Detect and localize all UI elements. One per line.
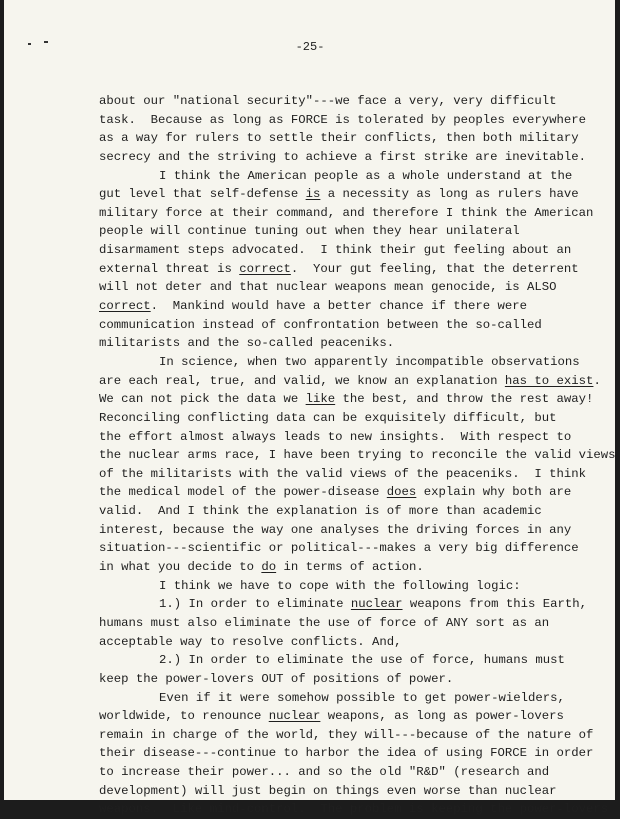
- text-line: 1.) In order to eliminate nuclear weapons from this Earth,: [159, 597, 588, 612]
- text-line: remain in charge of the world, they will---because of the nature of: [99, 727, 594, 742]
- underlined-word: nuclear: [350, 597, 403, 612]
- text-line: weapons. Like mind-control. The problem is keeping the power-lovers: [99, 802, 609, 817]
- text-line: valid. And I think the explanation is of more than academic: [99, 504, 542, 519]
- text-line: secrecy and the striving to achieve a first strike are inevitable.: [99, 149, 587, 164]
- underlined-word: does: [386, 485, 417, 500]
- text-line: to increase their power... and so the old "R&D" (research and: [99, 765, 550, 780]
- text-line: external threat is correct. Your gut feeling, that the deterrent: [99, 261, 579, 276]
- underlined-word: do: [261, 560, 277, 575]
- text-line: in what you decide to do in terms of action.: [99, 560, 424, 575]
- text-line: task. Because as long as FORCE is tolerated by peoples everywhere: [99, 112, 587, 127]
- text-line: people will continue tuning out when they hear unilateral: [99, 224, 520, 239]
- text-line: militarists and the so-called peaceniks.: [99, 336, 395, 351]
- text-line: military force at their command, and therefore I think the American: [99, 205, 594, 220]
- text-line: gut level that self-defense is a necessity as long as rulers have: [99, 187, 579, 202]
- text-line: of the militarists with the valid views of the peaceniks. I think: [99, 466, 587, 481]
- text-line: the effort almost always leads to new insights. With respect to: [99, 429, 572, 444]
- text-line: In science, when two apparently incompatible observations: [159, 354, 580, 369]
- text-line: keep the power-lovers OUT of positions of power.: [99, 671, 454, 686]
- text-line: 2.) In order to eliminate the use of force, humans must: [159, 653, 565, 668]
- text-line: situation---scientific or political---makes a very big difference: [99, 541, 579, 556]
- text-line: acceptable way to resolve conflicts. And,: [99, 634, 402, 649]
- text-line: interest, because the way one analyses the driving forces in any: [99, 522, 572, 537]
- underlined-word: correct: [99, 299, 151, 314]
- underlined-word: like: [305, 392, 336, 407]
- text-line: are each real, true, and valid, we know an explanation has to exist.: [99, 373, 601, 388]
- text-line: the medical model of the power-disease does explain why both are: [99, 485, 572, 500]
- body-text: [99, 92, 616, 819]
- text-line: will not deter and that nuclear weapons mean genocide, is ALSO: [99, 280, 557, 295]
- underlined-word: correct: [239, 261, 291, 276]
- underlined-word: nuclear: [268, 709, 321, 724]
- text-line: worldwide, to renounce nuclear weapons, as long as power-lovers: [99, 709, 564, 724]
- text-line: the nuclear arms race, I have been trying to reconcile the valid views: [99, 448, 616, 463]
- text-line: their disease---continue to harbor the idea of using FORCE in order: [99, 746, 594, 761]
- text-line: I think the American people as a whole understand at the: [159, 168, 573, 183]
- text-line: humans must also eliminate the use of force of ANY sort as an: [99, 615, 550, 630]
- text-line: We can not pick the data we like the best, and throw the rest away!: [99, 392, 594, 407]
- underlined-word: is: [305, 187, 321, 202]
- underlined-word: has to exist: [504, 373, 594, 388]
- text-line: I think we have to cope with the following logic:: [159, 578, 521, 593]
- text-line: about our "national security"---we face a very, very difficult: [99, 94, 557, 108]
- text-line: disarmament steps advocated. I think their gut feeling about an: [99, 243, 572, 258]
- page-number: -25-: [295, 40, 325, 54]
- text-line: Reconciling conflicting data can be exquisitely difficult, but: [99, 410, 557, 425]
- text-line: development) will just begin on things even worse than nuclear: [99, 783, 557, 798]
- text-line: as a way for rulers to settle their conflicts, then both military: [99, 131, 579, 146]
- text-line: communication instead of confrontation between the so-called: [99, 317, 542, 332]
- text-line: Even if it were somehow possible to get power-wielders,: [159, 690, 565, 705]
- text-line: correct. Mankind would have a better chance if there were: [99, 299, 528, 314]
